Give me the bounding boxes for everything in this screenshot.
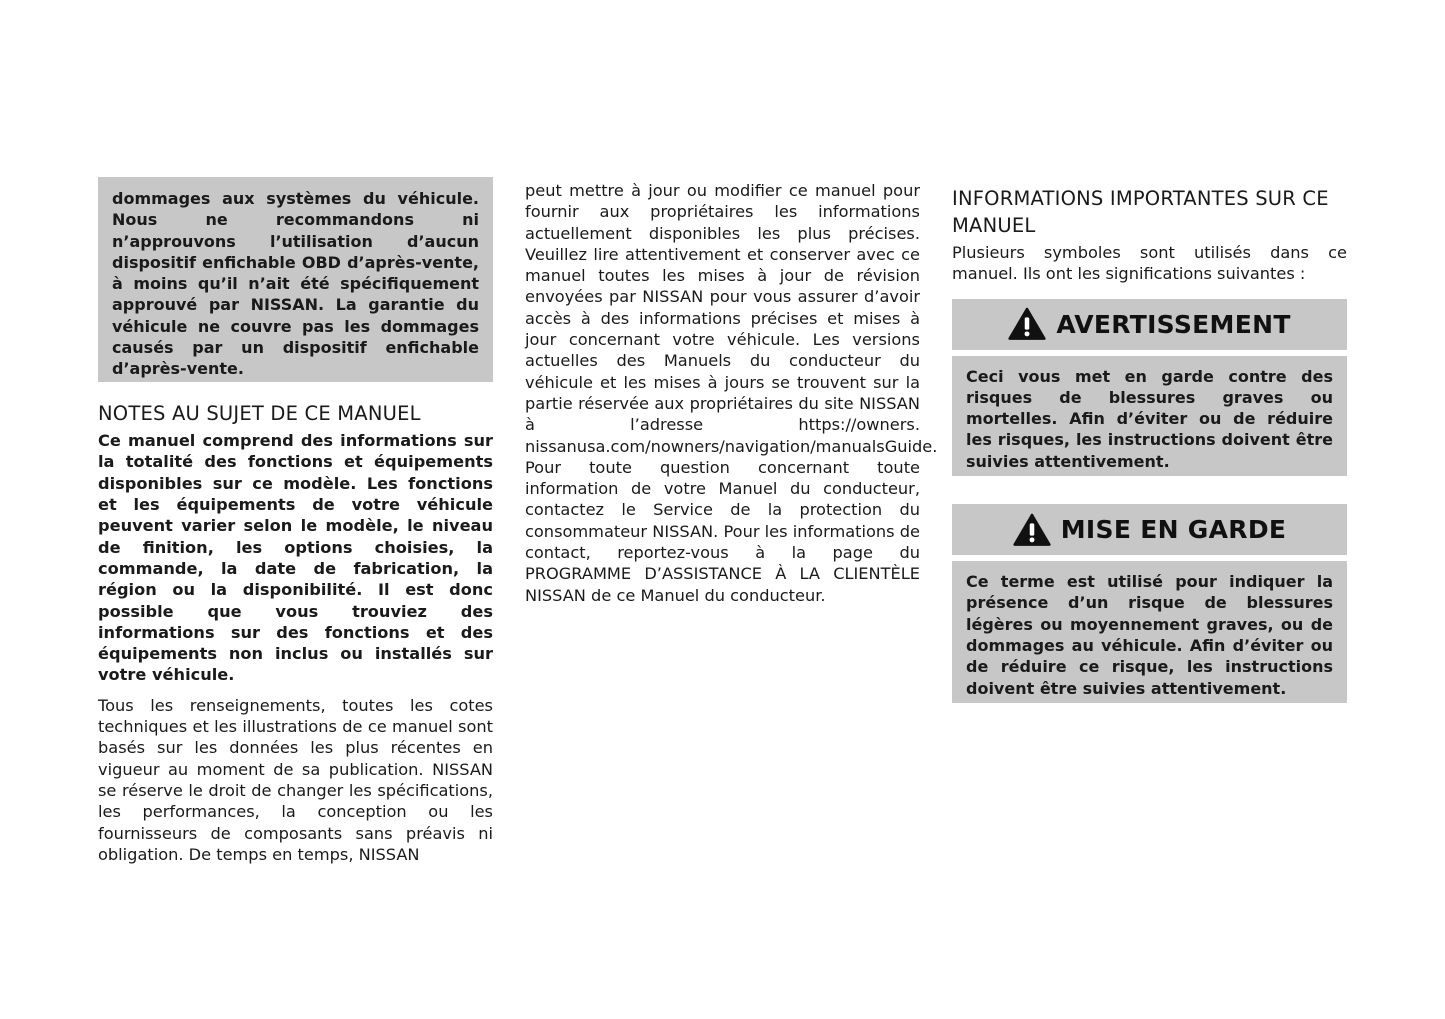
caution-header <box>952 504 1347 555</box>
note-box-text: dommages aux systèmes du véhicule. Nous ne recommandons ni n’approuvons l’utilisation d’aucun dispositif enfichable OBD d’après-vente, à moins qu’il n’ait été spécifiquement approuvé par NISSAN. La garantie du véhicule ne couvre pas les dommages causés par un dispositif enfichable d’après-vente. <box>112 189 479 379</box>
caution-text: Ce terme est utilisé pour indiquer la présence d’un risque de blessures légères ou moyennement graves, ou de dommages au véhicule. Afin d’éviter ou de réduire ce risque, les instructions doivent être suivies attentivement. <box>966 572 1333 698</box>
warning-triangle-icon <box>1013 513 1051 547</box>
note-box <box>98 177 493 382</box>
important-info-title: INFORMATIONS IMPORTANTES SUR CE MANUEL <box>952 187 1329 237</box>
warning-header <box>952 299 1347 350</box>
caution-label: MISE EN GARDE <box>1060 515 1287 545</box>
warning-block <box>952 299 1347 476</box>
caution-block <box>952 504 1347 703</box>
caution-body <box>952 561 1347 703</box>
middle-paragraph: peut mettre à jour ou modifier ce manuel pour fournir aux propriétaires les informations actuellement disponibles les plus précises. Veuillez lire attentivement et conserver avec ce manuel toutes les mises à jour de révision envoyées par NISSAN pour vous assurer d’avoir accès à des informations précises et mises à jour concernant votre véhicule. Les versions actuelles des Manuels du conducteur du véhicule et les mises à jours se trouvent sur la partie réservée aux propriétaires du site NISSAN à l’adresse https://owners. nissanusa.com/nowners/navigation/manualsGuide. Pour toute question concernant toute information de votre Manuel du conducteur, contactez le Service de la protection du consommateur NISSAN. Pour les informations de contact, reportez-vous à la page du PROGRAMME D’ASSISTANCE À LA CLIENTÈLE NISSAN de ce Manuel du conducteur. <box>525 181 938 605</box>
notes-bold-paragraph: Ce manuel comprend des informations sur la totalité des fonctions et équipements disponibles sur ce modèle. Les fonctions et les équipements de votre véhicule peuvent varier selon le modèle, le niveau de finition, les options choisies, la commande, la date de fabrication, la région ou la disponibilité. Il est donc possible que vous trouviez des informations sur des fonctions et des équipements non inclus ou installés sur votre véhicule. <box>98 431 493 685</box>
warning-body <box>952 356 1347 476</box>
warning-label: AVERTISSEMENT <box>1056 309 1291 339</box>
notes-paragraph: Tous les renseignements, toutes les cotes techniques et les illustrations de ce manuel sont basés sur les données les plus récentes en vigueur au moment de sa publication. NISSAN se réserve le droit de changer les spécifications, les performances, la conception ou les fournisseurs de composants sans préavis ni obligation. De temps en temps, NISSAN <box>98 695 493 864</box>
warning-triangle-icon <box>1008 307 1046 341</box>
left-column <box>98 177 493 865</box>
warning-text: Ceci vous met en garde contre des risques de blessures graves ou mortelles. Afin d’éviter ou de réduire les risques, les instructions doivent être suivies attentivement. <box>966 366 1333 471</box>
symbols-intro: Plusieurs symboles sont utilisés dans ce manuel. Ils ont les significations suivantes : <box>952 243 1347 284</box>
middle-column <box>525 180 938 606</box>
right-column <box>952 183 1347 703</box>
notes-section-title: NOTES AU SUJET DE CE MANUEL <box>98 401 421 425</box>
